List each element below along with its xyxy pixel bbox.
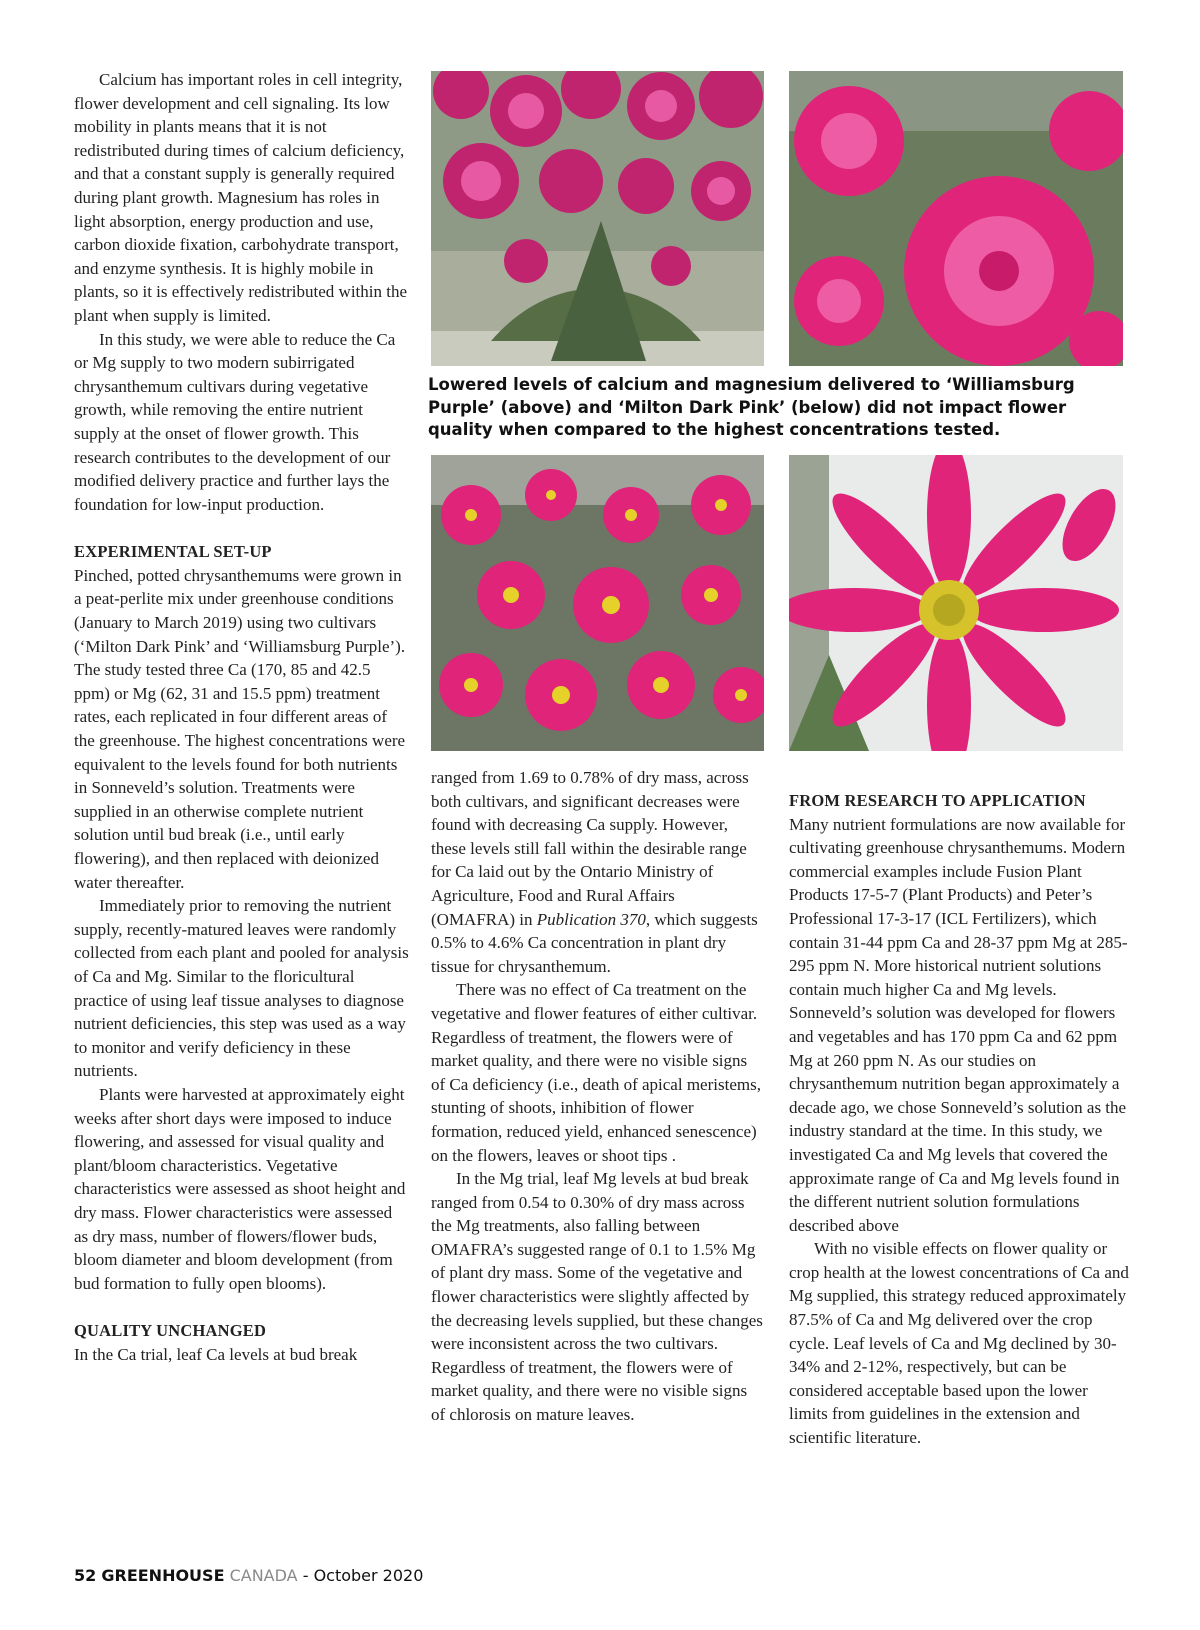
photo-williamsburg-purple-closeup (789, 71, 1123, 366)
photo-milton-dark-pink-plants (431, 455, 764, 751)
paragraph: Calcium has important roles in cell integrity, flower development and cell signaling. Its low mobility in plants means that it is not redistributed during times of calcium deficiency, and that a constant supply is generally required during plant growth. Magnesium has roles in light absorption, energy production and use, carbon dioxide fixation, carbohydrate transport, and enzyme synthesis. It is highly mobile in plants, so it is effectively redistributed within the plant when supply is limited. (74, 70, 408, 325)
figure-caption: Lowered levels of calcium and magnesium delivered to ‘Williamsburg Purple’ (above) and ‘Milton Dark Pink’ (below) did not impact flower quality when compared to the highest concentrations tested. (428, 375, 1075, 439)
paragraph: Pinched, potted chrysanthemums were grown in a peat-perlite mix under greenhouse conditions (January to March 2019) using two cultivars (‘Milton Dark Pink’ and ‘Williamsburg Purple’). The study tested three Ca (170, 85 and 42.5 ppm) or Mg (62, 31 and 15.5 ppm) treatment rates, each replicated in four different areas of the greenhouse. The highest concentrations were equivalent to the levels found for both nutrients in Sonneveld’s solution. Treatments were supplied in an otherwise complete nutrient solution until bud break (i.e., until early flowering), and then replaced with deionized water thereafter. (74, 565, 406, 892)
column-3 (789, 789, 1129, 1450)
text-run: ranged from 1.69 to 0.78% of dry mass, across both cultivars, and significant decreases were found with decreasing Ca supply. However, these levels still fall within the desirable range for Ca laid out by the Ontario Ministry of Agriculture, Food and Rural Affairs (OMAFRA) in (431, 768, 749, 929)
section-heading-setup: EXPERIMENTAL SET-UP (74, 542, 272, 562)
page-number: 52 (74, 1566, 97, 1585)
issue-date: - October 2020 (302, 1566, 424, 1585)
section-heading-quality: QUALITY UNCHANGED (74, 1321, 267, 1341)
paragraph: In the Ca trial, leaf Ca levels at bud break (74, 1344, 358, 1364)
section-heading-research: FROM RESEARCH TO APPLICATION (789, 791, 1086, 810)
paragraph: There was no effect of Ca treatment on the vegetative and flower features of either cultivar. Regardless of treatment, the flowers were of market quality, and there were no visible signs of Ca deficiency (i.e., death of apical meristems, stunting of shoots, inhibition of flower formation, reduced yield, enhanced senescence) on the flowers, leaves or shoot tips . (431, 980, 761, 1165)
paragraph (431, 766, 763, 978)
paragraph: Many nutrient formulations are now available for cultivating greenhouse chrysanthemums. Modern commercial examples include Fusion Plant Products 17-5-7 (Plant Products) and Peter’s Professional 17-3-17 (ICL Fertilizers), which contain 31-44 ppm Ca and 28-37 ppm Mg at 285-295 ppm N. More historical nutrient solutions contain much higher Ca and Mg levels. Sonneveld’s solution was developed for flowers and vegetables and has 170 ppm Ca and 62 ppm Mg at 260 ppm N. As our studies on chrysanthemum nutrition began approximately a decade ago, we chose Sonneveld’s solution as the industry standard at the time. In this study, we investigated Ca and Mg levels that covered the approximate range of Ca and Mg levels found in the different nutrient solution formulations described above (789, 814, 1128, 1235)
paragraph: Plants were harvested at approximately eight weeks after short days were imposed to induce flowering, and assessed for visual quality and plant/bloom characteristics. Vegetative characteristics were assessed as shoot height and dry mass. Flower characteristics were assessed as dry mass, number of flowers/flower buds, bloom diameter and bloom development (from bud formation to fully open blooms). (74, 1084, 406, 1293)
photo-williamsburg-purple-plants (431, 71, 764, 366)
photo-milton-dark-pink-closeup (789, 455, 1123, 751)
page-footer (74, 1566, 423, 1585)
publication-title: Publication 370 (536, 909, 646, 929)
column-2 (431, 766, 763, 1427)
text-run: , which suggests 0.5% to 4.6% Ca concentration in plant dry tissue for chrysanthemum. (431, 909, 758, 976)
column-1 (74, 68, 410, 1366)
paragraph: Immediately prior to removing the nutrient supply, recently-matured leaves were randomly collected from each plant and pooled for analysis of Ca and Mg. Similar to the floricultural practice of using leaf tissue analyses to diagnose nutrient deficiencies, this step was used as a way to monitor and verify deficiency in these nutrients. (74, 896, 409, 1081)
paragraph: In the Mg trial, leaf Mg levels at bud break ranged from 0.54 to 0.30% of dry mass across the Mg treatments, also falling between OMAFRA’s suggested range of 0.1 to 1.5% Mg of plant dry mass. Some of the vegetative and flower characteristics were slightly affected by the decreasing levels supplied, but these changes were inconsistent across the two cultivars. Regardless of treatment, the flowers were of market quality, and there were no visible signs of chlorosis on mature leaves. (431, 1169, 763, 1425)
magazine-name: GREENHOUSE (101, 1566, 225, 1585)
paragraph: With no visible effects on flower quality or crop health at the lowest concentrations of Ca and Mg supplied, this strategy reduced approximately 87.5% of Ca and Mg delivered over the crop cycle. Leaf levels of Ca and Mg declined by 30-34% and 2-12%, respectively, but can be considered acceptable based upon the lower limits from guidelines in the extension and scientific literature. (789, 1239, 1129, 1448)
paragraph: In this study, we were able to reduce the Ca or Mg supply to two modern subirrigated chrysanthemum cultivars during vegetative growth, while removing the entire nutrient supply at the onset of flower growth. This research contributes to the development of our modified delivery practice and further lays the foundation for low-input production. (74, 329, 396, 514)
magazine-name-suffix: CANADA (229, 1566, 298, 1585)
